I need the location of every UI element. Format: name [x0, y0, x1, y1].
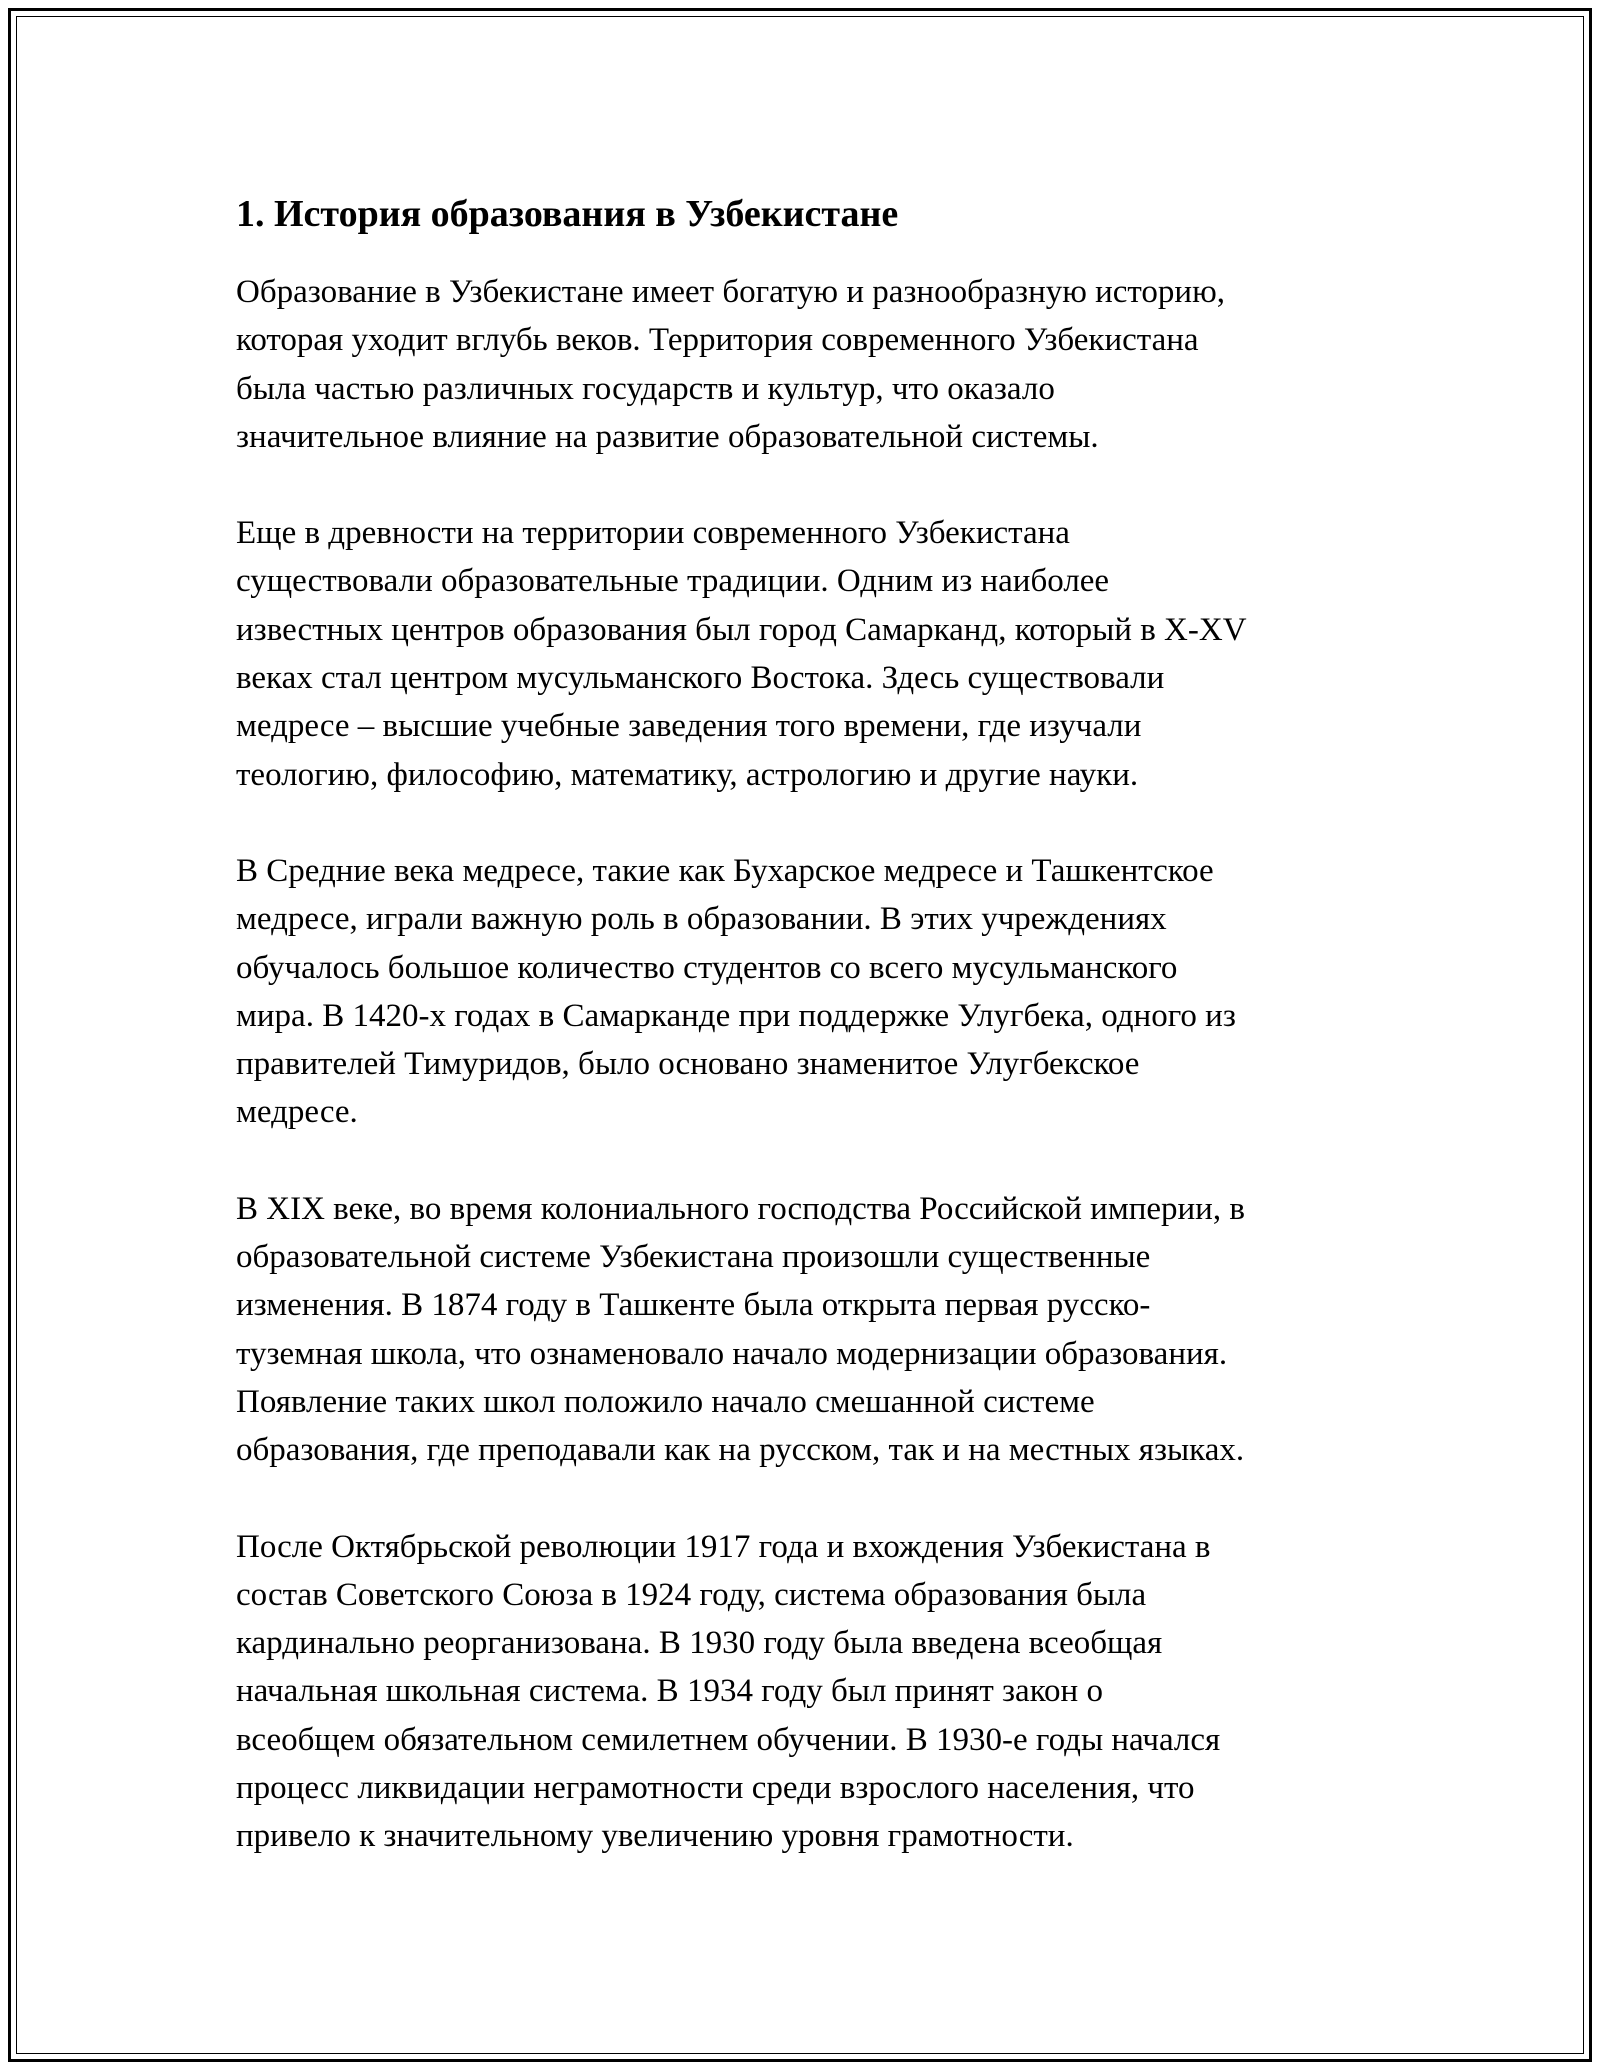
paragraph-line: привело к значительному увеличению уровня грамотности.: [236, 1818, 1074, 1855]
paragraph-4: [236, 1185, 1386, 1475]
paragraph-line: обучалось большое количество студентов со всего мусульманского: [236, 949, 1178, 986]
paragraph-line: мира. В 1420-х годах в Самарканде при поддержке Улугбека, одного из: [236, 997, 1236, 1034]
paragraph-line: теологию, философию, математику, астрологию и другие науки.: [236, 756, 1139, 793]
paragraph-line: изменения. В 1874 году в Ташкенте была открыта первая русско-: [236, 1287, 1151, 1324]
paragraph-2: [236, 509, 1386, 799]
paragraph-line: всеобщем обязательном семилетнем обучении. В 1930-е годы начался: [236, 1721, 1221, 1758]
paragraph-line: медресе, играли важную роль в образовании. В этих учреждениях: [236, 901, 1167, 938]
paragraph-3: [236, 847, 1386, 1137]
section-heading: 1. История образования в Узбекистане: [236, 193, 899, 235]
paragraph-line: В XIX веке, во время колониального господства Российской империи, в: [236, 1190, 1245, 1227]
paragraph-line: образовательной системе Узбекистана произошли существенные: [236, 1239, 1151, 1276]
paragraph-line: значительное влияние на развитие образовательной системы.: [236, 418, 1099, 455]
document-body: [236, 186, 1386, 1909]
paragraph-5: [236, 1523, 1386, 1861]
paragraph-line: процесс ликвидации неграмотности среди взрослого населения, что: [236, 1770, 1195, 1807]
paragraph-line: В Средние века медресе, такие как Бухарское медресе и Ташкентское: [236, 852, 1214, 889]
paragraph-line: была частью различных государств и культур, что оказало: [236, 370, 1055, 407]
paragraph-line: Образование в Узбекистане имеет богатую и разнообразную историю,: [236, 274, 1225, 310]
paragraph-line: туземная школа, что ознаменовало начало модернизации образования.: [236, 1335, 1228, 1372]
paragraph-line: медресе.: [236, 1094, 358, 1131]
paragraph-line: правителей Тимуридов, было основано знаменитое Улугбекское: [236, 1046, 1140, 1083]
paragraph-line: известных центров образования был город Самарканд, который в X-XV: [236, 611, 1247, 648]
paragraph-line: Появление таких школ положило начало смешанной системе: [236, 1383, 1095, 1420]
paragraph-line: состав Советского Союза в 1924 году, система образования была: [236, 1576, 1147, 1613]
paragraph-1: [236, 268, 1386, 461]
paragraph-line: медресе – высшие учебные заведения того времени, где изучали: [236, 708, 1142, 745]
paragraph-line: образования, где преподавали как на русском, так и на местных языках.: [236, 1432, 1245, 1469]
paragraph-line: После Октябрьской революции 1917 года и вхождения Узбекистана в: [236, 1528, 1211, 1565]
paragraph-line: веках стал центром мусульманского Востока. Здесь существовали: [236, 660, 1165, 697]
paragraph-line: Еще в древности на территории современного Узбекистана: [236, 515, 1070, 552]
paragraph-line: кардинально реорганизована. В 1930 году была введена всеобщая: [236, 1625, 1163, 1662]
paragraph-line: которая уходит вглубь веков. Территория современного Узбекистана: [236, 322, 1199, 359]
paragraph-line: существовали образовательные традиции. Одним из наиболее: [236, 563, 1110, 600]
paragraph-line: начальная школьная система. В 1934 году был принят закон о: [236, 1673, 1103, 1710]
